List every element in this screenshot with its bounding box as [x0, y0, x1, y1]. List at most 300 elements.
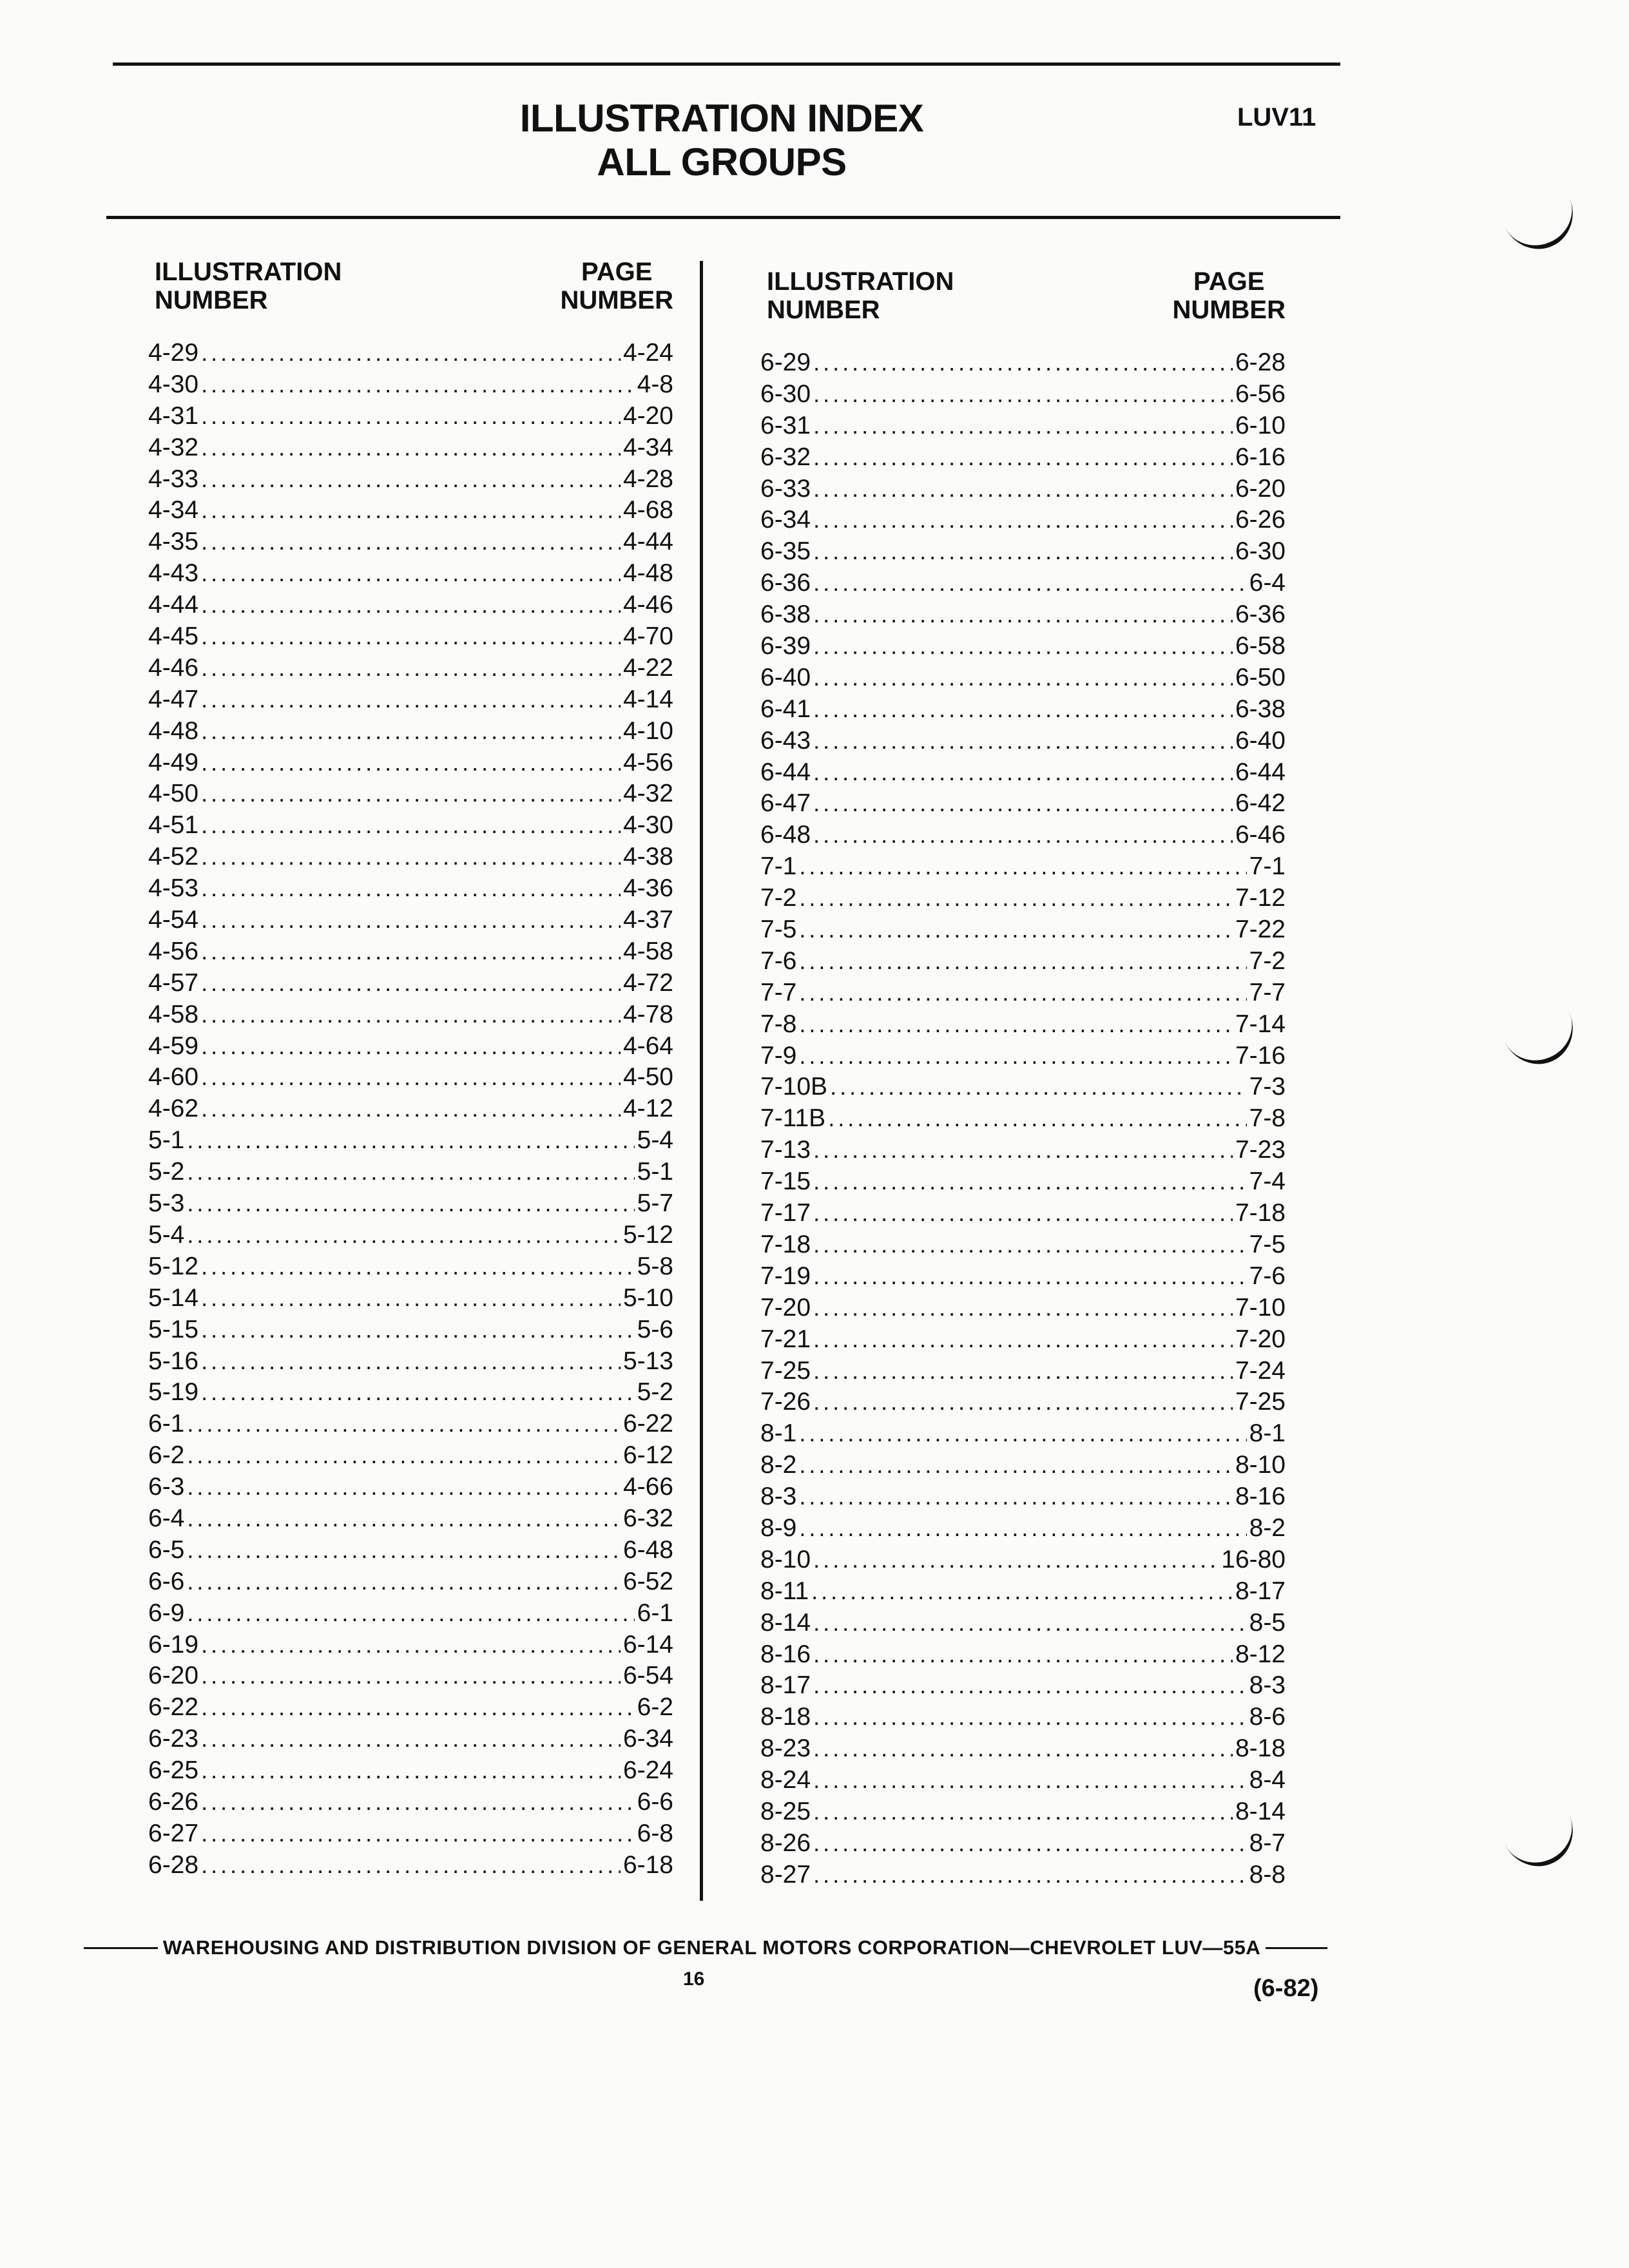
- leader-dots: [201, 495, 621, 526]
- page-number-value: 5-10: [622, 1283, 673, 1312]
- page-number-value: 4-37: [622, 906, 673, 934]
- illustration-number: 6-31: [760, 411, 811, 439]
- leader-dots: [201, 1850, 621, 1881]
- page-number-value: 5-7: [637, 1189, 673, 1218]
- page-number-value: 4-56: [622, 748, 673, 776]
- illustration-number: 6-20: [148, 1662, 199, 1690]
- illustration-number: 7-11B: [760, 1104, 826, 1133]
- index-entry: [760, 662, 1286, 694]
- index-entry: [148, 401, 673, 432]
- leader-dots: [813, 1765, 1247, 1796]
- illustration-number: 4-56: [148, 937, 199, 965]
- index-entry: [760, 1670, 1286, 1702]
- index-entry: [760, 757, 1286, 789]
- leader-dots: [813, 1261, 1247, 1293]
- page-number-value: 6-4: [1249, 569, 1286, 597]
- illustration-number: 4-44: [148, 591, 199, 619]
- illustration-number: 8-25: [760, 1797, 811, 1825]
- leader-dots: [799, 977, 1246, 1009]
- page-number-value: 4-32: [622, 780, 673, 808]
- page-number-value: 5-2: [637, 1378, 673, 1407]
- index-entry: [760, 946, 1286, 977]
- leader-dots: [813, 662, 1233, 694]
- index-entry: [760, 788, 1286, 820]
- page-number-value: 8-2: [1249, 1514, 1286, 1542]
- page-title: [412, 97, 1031, 184]
- index-entry: [760, 1576, 1286, 1608]
- illustration-number: 4-48: [148, 716, 199, 745]
- leader-dots: [201, 1724, 621, 1755]
- page-number-value: 4-58: [622, 937, 673, 965]
- index-entry: [148, 1692, 673, 1724]
- illustration-number: 7-25: [760, 1356, 811, 1385]
- index-entry: [760, 568, 1286, 599]
- leader-dots: [813, 757, 1233, 789]
- index-entry: [148, 684, 673, 716]
- leader-dots: [813, 379, 1233, 410]
- page-number-value: 7-3: [1249, 1073, 1286, 1101]
- illustration-number: 8-14: [760, 1608, 811, 1637]
- illustration-number: 6-6: [148, 1567, 185, 1595]
- illustration-number: 5-1: [148, 1126, 185, 1155]
- illustration-number: 8-1: [760, 1419, 797, 1448]
- page-number-value: 8-4: [1249, 1766, 1286, 1794]
- index-entry: [148, 526, 673, 558]
- index-entry: [760, 820, 1286, 851]
- edition-date: (6-82): [1253, 1975, 1319, 2002]
- illustration-number: 7-18: [760, 1230, 811, 1258]
- page-number-value: 4-68: [622, 496, 673, 524]
- page-number-value: 4-50: [622, 1063, 673, 1091]
- index-entry: [148, 1566, 673, 1598]
- index-entry: [760, 883, 1286, 914]
- index-entry: [760, 1072, 1286, 1103]
- illustration-number: 7-5: [760, 916, 797, 944]
- illustration-number: 6-34: [760, 506, 811, 534]
- illustration-number: 4-31: [148, 401, 199, 430]
- index-entry: [760, 410, 1286, 442]
- illustration-number: 7-2: [760, 884, 797, 912]
- index-entry: [148, 1535, 673, 1566]
- page-number-value: 4-70: [622, 622, 673, 651]
- illustration-number: 5-19: [148, 1378, 199, 1407]
- document-code: LUV11: [1237, 103, 1316, 131]
- footer-rule-right: [1266, 1947, 1327, 1949]
- page-number-value: 6-24: [622, 1756, 673, 1785]
- leader-dots: [201, 1314, 635, 1346]
- index-entry: [148, 1314, 673, 1346]
- index-entry: [148, 621, 673, 653]
- leader-dots: [813, 820, 1233, 851]
- leader-dots: [813, 1229, 1247, 1261]
- index-entry: [760, 1765, 1286, 1796]
- illustration-number: 8-17: [760, 1671, 811, 1700]
- leader-dots: [813, 505, 1233, 536]
- leader-dots: [201, 432, 621, 464]
- index-entry: [148, 778, 673, 810]
- leader-dots: [201, 526, 621, 558]
- illustration-number-heading: ILLUSTRATION NUMBER: [767, 267, 954, 324]
- page-number-value: 6-48: [622, 1535, 673, 1564]
- leader-dots: [813, 599, 1233, 631]
- illustration-number-heading: ILLUSTRATION NUMBER: [155, 258, 342, 314]
- title-line-2: ALL GROUPS: [597, 140, 847, 184]
- leader-dots: [813, 568, 1247, 599]
- illustration-number: 6-40: [760, 663, 811, 691]
- illustration-number: 5-15: [148, 1315, 199, 1343]
- index-entry: [760, 1135, 1286, 1166]
- illustration-number: 6-4: [148, 1504, 185, 1532]
- index-entry: [148, 1031, 673, 1062]
- index-entry: [760, 851, 1286, 883]
- leader-dots: [201, 369, 635, 401]
- index-entry: [760, 726, 1286, 757]
- illustration-number: 8-10: [760, 1545, 811, 1573]
- leader-dots: [813, 1544, 1219, 1576]
- illustration-number: 4-34: [148, 496, 199, 524]
- page-number-value: 6-36: [1235, 601, 1286, 629]
- page-number-value: 5-12: [622, 1220, 673, 1249]
- index-entry: [760, 694, 1286, 726]
- leader-dots: [201, 1818, 635, 1850]
- page-number-value: 4-22: [622, 653, 673, 682]
- page-number-value: 8-3: [1249, 1671, 1286, 1700]
- leader-dots: [187, 1503, 621, 1535]
- index-entry: [148, 999, 673, 1031]
- leader-dots: [201, 778, 621, 810]
- leader-dots: [813, 410, 1233, 442]
- illustration-number: 6-29: [760, 349, 811, 376]
- leader-dots: [187, 1598, 634, 1629]
- index-entry: [148, 1503, 673, 1535]
- illustration-number: 7-1: [760, 852, 797, 881]
- leader-dots: [813, 1293, 1233, 1324]
- leader-dots: [799, 1041, 1233, 1072]
- illustration-number: 6-48: [760, 821, 811, 849]
- footer-text: WAREHOUSING AND DISTRIBUTION DIVISION OF GENERAL MOTORS CORPORATION—CHEVROLET LUV—55A: [162, 1936, 1261, 1959]
- index-entry: [760, 1261, 1286, 1293]
- left-index-column: [148, 258, 673, 1881]
- illustration-number: 4-46: [148, 653, 199, 682]
- illustration-number: 5-14: [148, 1283, 199, 1312]
- leader-dots: [813, 694, 1233, 726]
- illustration-number: 5-2: [148, 1158, 185, 1186]
- footer-rule-left: [84, 1947, 158, 1949]
- leader-dots: [799, 946, 1246, 977]
- leader-dots: [201, 590, 621, 621]
- illustration-number: 6-1: [148, 1410, 185, 1438]
- page-number-value: 4-48: [622, 559, 673, 588]
- illustration-number: 4-32: [148, 433, 199, 461]
- leader-dots: [799, 914, 1233, 946]
- leader-dots: [813, 1860, 1247, 1891]
- leader-dots: [201, 1283, 621, 1314]
- illustration-number: 5-3: [148, 1189, 185, 1218]
- index-entry: [760, 1544, 1286, 1576]
- index-entry: [148, 841, 673, 873]
- leader-dots: [813, 1733, 1233, 1765]
- illustration-number: 4-51: [148, 811, 199, 840]
- page-number-value: 6-18: [622, 1850, 673, 1879]
- leader-dots: [813, 442, 1233, 474]
- page-number-value: 8-17: [1235, 1577, 1286, 1605]
- page-number-value: 6-38: [1235, 695, 1286, 723]
- page-number-value: 7-12: [1235, 884, 1286, 912]
- page-number-value: 7-18: [1235, 1199, 1286, 1227]
- leader-dots: [201, 1251, 635, 1283]
- page-number-value: 6-6: [637, 1787, 673, 1816]
- index-entry: [148, 1818, 673, 1850]
- index-entry: [148, 1062, 673, 1093]
- leader-dots: [813, 788, 1233, 820]
- page-number-value: 7-16: [1235, 1041, 1286, 1070]
- index-entry: [148, 432, 673, 464]
- page-number-value: 7-7: [1249, 978, 1286, 1006]
- leader-dots: [201, 716, 621, 747]
- page-number: 16: [683, 1968, 705, 1990]
- page-number-value: 4-64: [622, 1032, 673, 1060]
- illustration-number: 6-41: [760, 695, 811, 723]
- index-entry: [760, 1702, 1286, 1733]
- leader-dots: [201, 1377, 635, 1408]
- page-number-value: 6-12: [622, 1441, 673, 1470]
- page-number-value: 8-5: [1249, 1608, 1286, 1637]
- illustration-number: 7-13: [760, 1136, 811, 1164]
- index-entry: [148, 1660, 673, 1692]
- illustration-number: 4-45: [148, 622, 199, 651]
- index-entry: [760, 599, 1286, 631]
- leader-dots: [201, 338, 621, 369]
- index-entry: [148, 1377, 673, 1408]
- page-number-value: 4-20: [622, 401, 673, 430]
- leader-dots: [799, 1009, 1233, 1041]
- index-entry: [148, 464, 673, 495]
- illustration-number: 7-8: [760, 1010, 797, 1038]
- leader-dots: [201, 873, 621, 905]
- right-index-column: [760, 267, 1286, 1891]
- page-number-value: 4-44: [622, 528, 673, 556]
- illustration-number: 4-33: [148, 465, 199, 493]
- top-rule: [113, 62, 1340, 66]
- leader-dots: [813, 726, 1233, 757]
- index-entry: [148, 558, 673, 590]
- page-number-value: 4-34: [622, 433, 673, 461]
- leader-dots: [201, 1787, 635, 1818]
- index-entry: [760, 505, 1286, 536]
- column-divider: [700, 261, 703, 1901]
- index-entry: [760, 442, 1286, 474]
- index-entry: [148, 1188, 673, 1220]
- illustration-number: 6-36: [760, 569, 811, 597]
- index-entry: [760, 1481, 1286, 1513]
- illustration-number: 4-52: [148, 843, 199, 871]
- index-entry: [148, 1093, 673, 1125]
- illustration-number: 4-30: [148, 370, 199, 398]
- illustration-number: 6-5: [148, 1535, 185, 1564]
- left-column-header: [148, 258, 673, 329]
- illustration-number: 4-50: [148, 780, 199, 808]
- index-entry: [760, 1103, 1286, 1135]
- illustration-number: 7-9: [760, 1041, 797, 1070]
- leader-dots: [813, 1608, 1247, 1639]
- right-entry-list: [760, 347, 1286, 1891]
- leader-dots: [813, 1796, 1233, 1828]
- page-number-value: 5-13: [622, 1347, 673, 1375]
- page-number-value: 8-16: [1235, 1483, 1286, 1511]
- page-number-heading: PAGE NUMBER: [1172, 267, 1286, 324]
- illustration-number: 7-20: [760, 1293, 811, 1321]
- leader-dots: [813, 1166, 1247, 1198]
- leader-dots: [187, 1408, 621, 1440]
- page-number-value: 7-24: [1235, 1356, 1286, 1385]
- page-number-value: 8-10: [1235, 1451, 1286, 1479]
- index-entry: [148, 1724, 673, 1755]
- binder-hole-mark: [1489, 977, 1585, 1076]
- page-number-value: 6-16: [1235, 443, 1286, 471]
- leader-dots: [201, 841, 621, 873]
- leader-dots: [201, 684, 621, 716]
- page-number-value: 8-12: [1235, 1640, 1286, 1668]
- page-number-value: 4-30: [622, 811, 673, 840]
- illustration-number: 7-26: [760, 1388, 811, 1416]
- leader-dots: [201, 464, 621, 495]
- left-entry-list: [148, 338, 673, 1881]
- illustration-number: 6-25: [148, 1756, 199, 1785]
- illustration-number: 6-26: [148, 1787, 199, 1816]
- illustration-number: 6-22: [148, 1693, 199, 1722]
- illustration-number: 6-30: [760, 380, 811, 408]
- leader-dots: [201, 1692, 635, 1724]
- index-entry: [760, 1387, 1286, 1418]
- illustration-number: 4-60: [148, 1063, 199, 1091]
- index-entry: [148, 810, 673, 841]
- index-entry: [760, 1009, 1286, 1041]
- illustration-number: 4-59: [148, 1032, 199, 1060]
- index-entry: [760, 1356, 1286, 1387]
- page-number-value: 6-10: [1235, 411, 1286, 439]
- index-entry: [760, 1733, 1286, 1765]
- leader-dots: [201, 747, 621, 779]
- leader-dots: [813, 1670, 1247, 1702]
- page-number-value: 7-10: [1235, 1293, 1286, 1321]
- illustration-number: 7-6: [760, 947, 797, 975]
- index-entry: [760, 1166, 1286, 1198]
- index-entry: [148, 369, 673, 401]
- index-entry: [148, 1220, 673, 1251]
- index-entry: [148, 590, 673, 621]
- page-number-value: 6-32: [622, 1504, 673, 1532]
- title-line-1: ILLUSTRATION INDEX: [519, 97, 924, 140]
- leader-dots: [813, 1639, 1233, 1671]
- leader-dots: [799, 1481, 1233, 1513]
- illustration-number: 4-54: [148, 906, 199, 934]
- illustration-number: 6-27: [148, 1819, 199, 1847]
- leader-dots: [813, 1702, 1247, 1733]
- index-entry: [148, 1598, 673, 1629]
- page-number-value: 7-14: [1235, 1010, 1286, 1038]
- index-entry: [760, 536, 1286, 568]
- index-entry: [760, 1608, 1286, 1639]
- illustration-number: 4-47: [148, 685, 199, 713]
- binder-hole-mark: [1489, 1780, 1585, 1878]
- page-number-value: 4-14: [622, 685, 673, 713]
- index-entry: [760, 1198, 1286, 1229]
- page-number-value: 6-8: [637, 1819, 673, 1847]
- index-entry: [760, 347, 1286, 379]
- leader-dots: [201, 621, 621, 653]
- leader-dots: [813, 1324, 1233, 1356]
- illustration-number: 6-39: [760, 632, 811, 660]
- index-entry: [760, 1450, 1286, 1481]
- index-entry: [148, 1157, 673, 1188]
- index-entry: [148, 495, 673, 526]
- index-entry: [760, 379, 1286, 410]
- illustration-number: 6-43: [760, 726, 811, 754]
- leader-dots: [201, 1093, 621, 1125]
- page-number-value: 6-56: [1235, 380, 1286, 408]
- page-number-value: 6-54: [622, 1662, 673, 1690]
- page-number-value: 7-1: [1249, 852, 1286, 881]
- index-entry: [148, 1251, 673, 1283]
- page-number-value: 6-1: [637, 1599, 673, 1627]
- page-number-value: 7-22: [1235, 916, 1286, 944]
- illustration-number: 8-9: [760, 1514, 797, 1542]
- leader-dots: [201, 558, 621, 590]
- index-entry: [148, 1629, 673, 1661]
- illustration-number: 6-19: [148, 1630, 199, 1658]
- index-entry: [148, 1850, 673, 1881]
- page-number-value: 6-28: [1235, 349, 1286, 376]
- page-number-value: 7-6: [1249, 1262, 1286, 1290]
- page-number-value: 7-4: [1249, 1168, 1286, 1196]
- index-entry: [760, 474, 1286, 505]
- illustration-number: 4-62: [148, 1095, 199, 1123]
- leader-dots: [799, 851, 1246, 883]
- illustration-number: 4-53: [148, 874, 199, 903]
- page-number-value: 7-2: [1249, 947, 1286, 975]
- leader-dots: [813, 347, 1233, 379]
- index-entry: [760, 1513, 1286, 1544]
- illustration-number: 7-10B: [760, 1073, 828, 1101]
- page-number-value: 8-6: [1249, 1703, 1286, 1731]
- illustration-number: 5-12: [148, 1252, 199, 1280]
- illustration-number: 6-2: [148, 1441, 185, 1470]
- page-number-value: 7-25: [1235, 1388, 1286, 1416]
- illustration-number: 7-15: [760, 1168, 811, 1196]
- illustration-number: 6-23: [148, 1725, 199, 1753]
- index-entry: [760, 1041, 1286, 1072]
- page-number-heading: PAGE NUMBER: [560, 258, 673, 314]
- illustration-number: 7-19: [760, 1262, 811, 1290]
- index-entry: [148, 936, 673, 968]
- illustration-number: 6-32: [760, 443, 811, 471]
- index-entry: [760, 1324, 1286, 1356]
- leader-dots: [830, 1072, 1247, 1103]
- page-number-value: 6-42: [1235, 789, 1286, 818]
- illustration-number: 8-16: [760, 1640, 811, 1668]
- index-entry: [148, 1125, 673, 1157]
- illustration-number: 8-11: [760, 1577, 809, 1605]
- leader-dots: [201, 936, 621, 968]
- leader-dots: [187, 1220, 621, 1251]
- illustration-number: 4-35: [148, 528, 199, 556]
- header-bottom-rule: [106, 216, 1340, 219]
- illustration-number: 4-49: [148, 748, 199, 776]
- page-number-value: 8-18: [1235, 1735, 1286, 1763]
- index-entry: [760, 1828, 1286, 1860]
- leader-dots: [799, 1513, 1246, 1544]
- page-number-value: 7-20: [1235, 1325, 1286, 1353]
